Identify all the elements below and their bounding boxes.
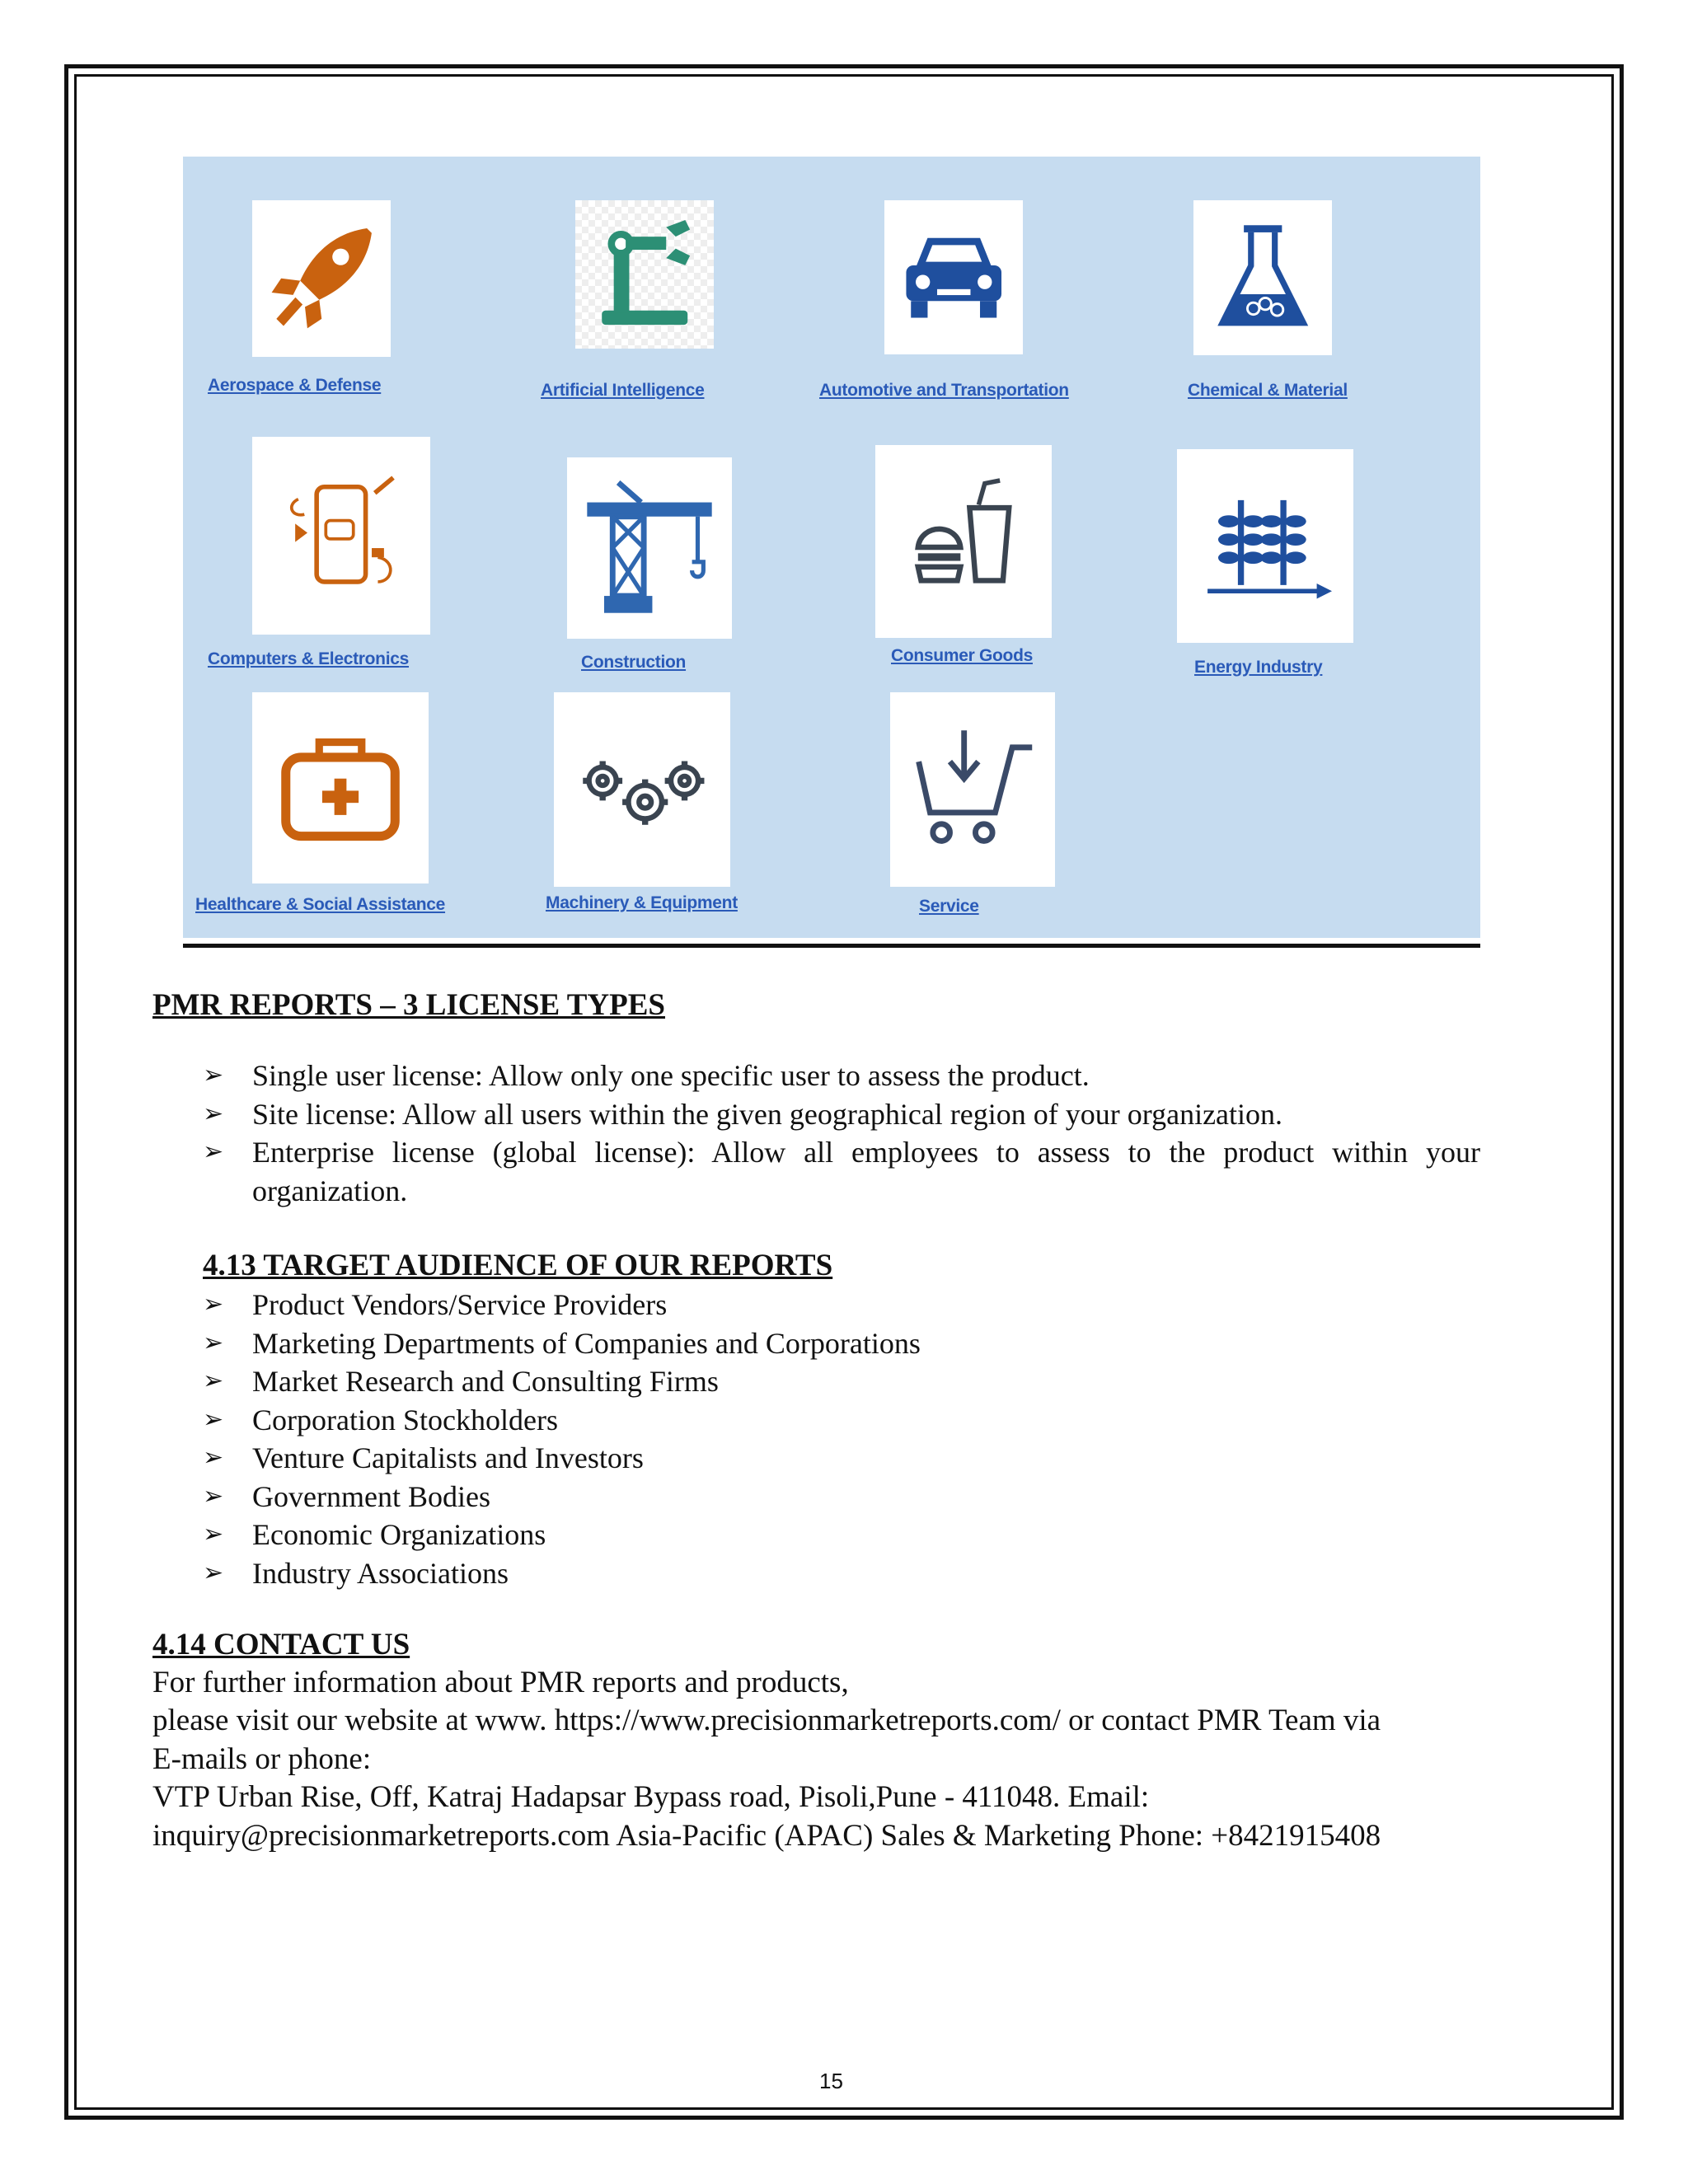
arrow-bullet-icon: ➢ <box>203 1061 224 1090</box>
contact-heading: 4.14 CONTACT US <box>152 1628 410 1661</box>
industry-label-consumer-goods: Consumer Goods <box>891 646 1033 665</box>
contact-email-phone-line: inquiry@precisionmarketreports.com Asia-Pacific (APAC) Sales & Marketing Phone: +8421915408 <box>152 1819 1381 1853</box>
license-list <box>203 1057 1480 1210</box>
list-item: ➢ Marketing Departments of Companies and Corporations <box>203 1324 1357 1363</box>
gears-icon <box>554 692 730 887</box>
arrow-bullet-icon: ➢ <box>203 1558 224 1587</box>
industry-label-energy: Energy Industry <box>1194 658 1323 677</box>
burger-drink-icon <box>875 445 1052 638</box>
industry-label-healthcare: Healthcare & Social Assistance <box>195 895 446 914</box>
contact-line: E-mails or phone: <box>152 1742 372 1776</box>
arrow-bullet-icon: ➢ <box>203 1404 224 1434</box>
rocket-icon <box>252 200 391 357</box>
industry-label-service: Service <box>919 897 979 916</box>
list-item: ➢ Site license: Allow all users within the given geographical region of your organization. <box>203 1095 1480 1134</box>
page-number: 15 <box>819 2069 843 2093</box>
list-item: ➢ Enterprise license (global license): Allow all employees to assess to the product within your organization. <box>203 1133 1480 1210</box>
arrow-bullet-icon: ➢ <box>203 1137 224 1166</box>
wheat-icon <box>1177 449 1353 643</box>
list-item: ➢ Single user license: Allow only one specific user to assess the product. <box>203 1057 1480 1095</box>
list-item: ➢ Economic Organizations <box>203 1516 1357 1554</box>
industry-label-ai: Artificial Intelligence <box>541 381 705 400</box>
list-item: ➢ Product Vendors/Service Providers <box>203 1286 1357 1324</box>
arrow-bullet-icon: ➢ <box>203 1099 224 1128</box>
car-icon <box>884 200 1023 354</box>
list-item: ➢ Venture Capitalists and Investors <box>203 1439 1357 1478</box>
contact-website-line: please visit our website at www. https://www.precisionmarketreports.com/ or contact PMR Team via <box>152 1704 1381 1737</box>
arrow-bullet-icon: ➢ <box>203 1290 224 1319</box>
shopping-cart-icon <box>890 692 1055 887</box>
flask-icon <box>1193 200 1332 355</box>
industry-label-aerospace: Aerospace & Defense <box>208 376 382 395</box>
industry-label-construction: Construction <box>581 653 687 672</box>
crane-icon <box>567 457 732 639</box>
audience-heading: 4.13 TARGET AUDIENCE OF OUR REPORTS <box>203 1249 833 1282</box>
medical-kit-icon <box>252 692 429 883</box>
list-item: ➢ Corporation Stockholders <box>203 1401 1357 1440</box>
arrow-bullet-icon: ➢ <box>203 1366 224 1395</box>
list-item: ➢ Government Bodies <box>203 1478 1357 1516</box>
arrow-bullet-icon: ➢ <box>203 1481 224 1511</box>
list-item: ➢ Industry Associations <box>203 1554 1357 1593</box>
arrow-bullet-icon: ➢ <box>203 1443 224 1472</box>
industry-label-machinery: Machinery & Equipment <box>546 893 738 912</box>
license-heading: PMR REPORTS – 3 LICENSE TYPES <box>152 988 665 1022</box>
contact-address-line: VTP Urban Rise, Off, Katraj Hadapsar Bypass road, Pisoli,Pune - 411048. Email: <box>152 1780 1150 1814</box>
industry-label-chemical: Chemical & Material <box>1188 381 1348 400</box>
arrow-bullet-icon: ➢ <box>203 1520 224 1549</box>
audience-list <box>203 1286 1357 1592</box>
smartphone-icon <box>252 437 430 635</box>
industry-label-automotive: Automotive and Transportation <box>819 381 1069 400</box>
robot-arm-icon <box>575 200 714 349</box>
contact-line: For further information about PMR reports and products, <box>152 1666 849 1699</box>
list-item: ➢ Market Research and Consulting Firms <box>203 1362 1357 1401</box>
panel-divider <box>183 944 1480 948</box>
arrow-bullet-icon: ➢ <box>203 1328 224 1357</box>
industry-label-computers: Computers & Electronics <box>208 649 409 668</box>
